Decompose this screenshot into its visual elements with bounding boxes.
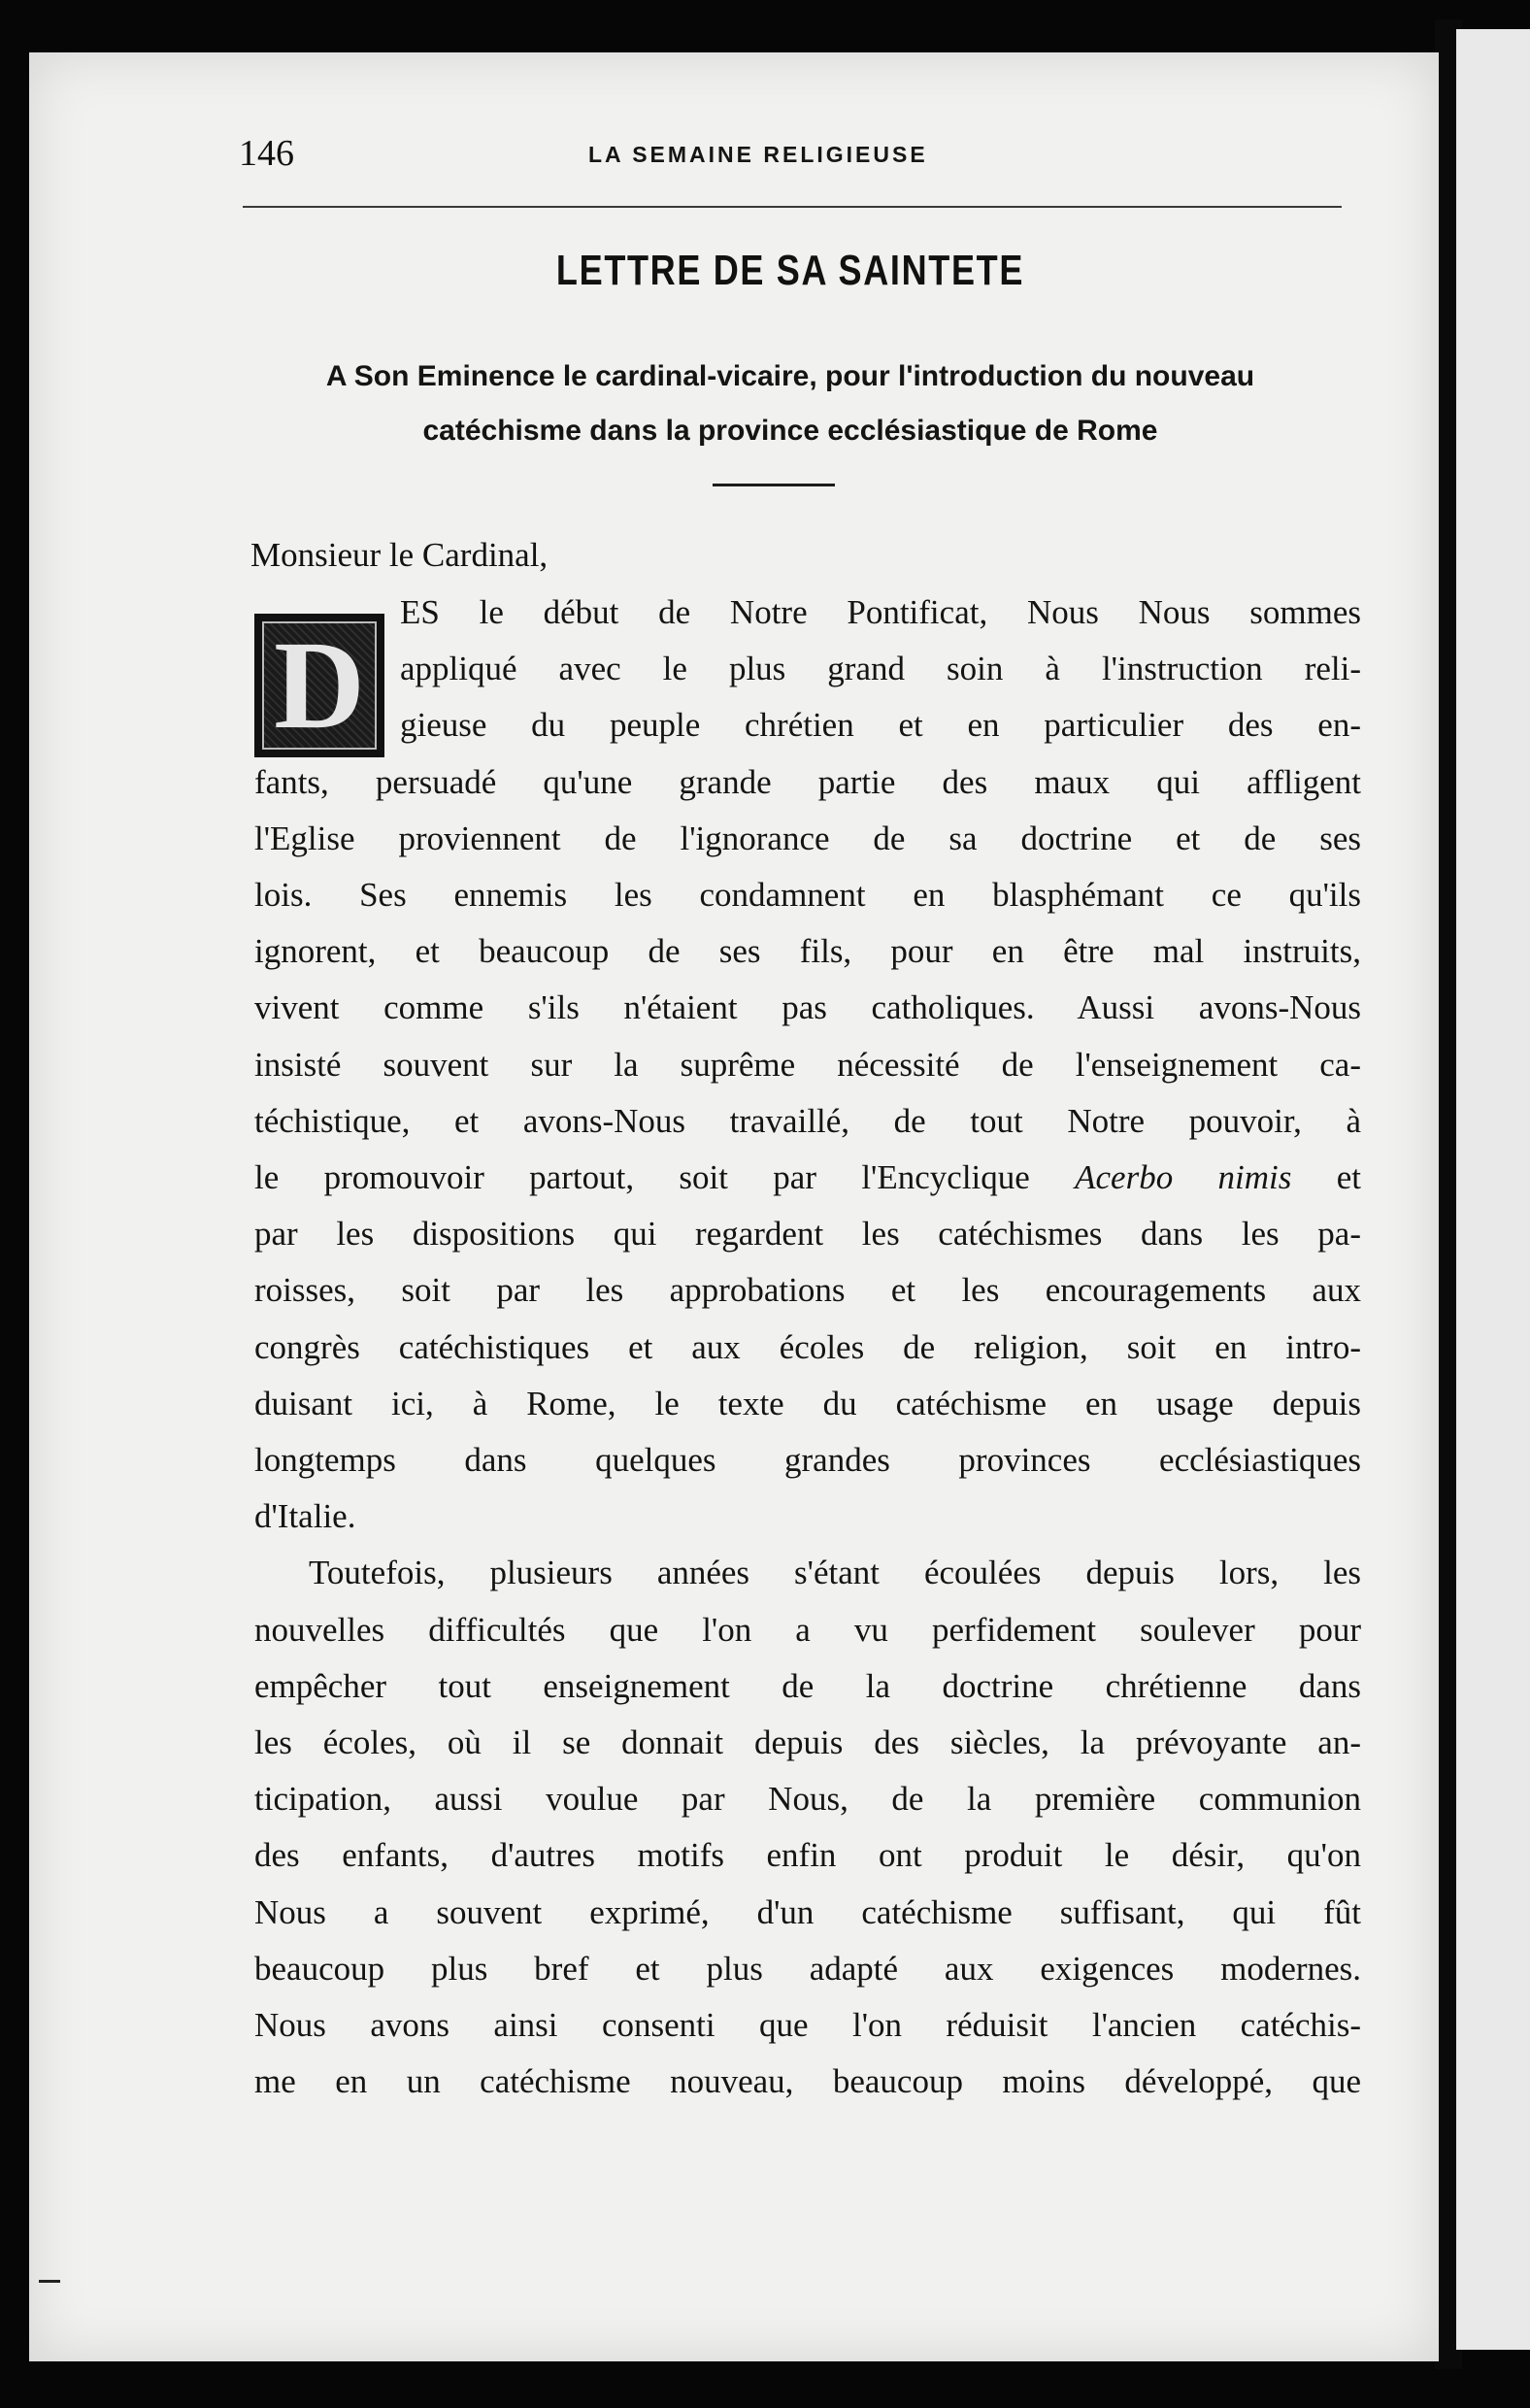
text-line: ignorent, et beaucoup de ses fils, pour en être mal instruits, — [254, 932, 1361, 971]
text-line: gieuse du peuple chrétien et en particulier des en- — [400, 706, 1361, 745]
text-line: ticipation, aussi voulue par Nous, de la première communion — [254, 1780, 1361, 1819]
letter-title: LETTRE DE SA SAINTETE — [555, 247, 1025, 294]
text-line: des enfants, d'autres motifs enfin ont produit le désir, qu'on — [254, 1836, 1361, 1875]
adjacent-page-edge — [1456, 29, 1530, 2350]
text-line: fants, persuadé qu'une grande partie des maux qui affligent — [254, 762, 1361, 801]
margin-mark — [39, 2280, 60, 2283]
text-line: nouvelles difficultés que l'on a vu perfidement soulever pour — [254, 1610, 1361, 1649]
text-line: par les dispositions qui regardent les catéchismes dans les pa- — [254, 1215, 1361, 1254]
page-number: 146 — [239, 133, 294, 174]
section-rule — [713, 484, 835, 486]
running-head: LA SEMAINE RELIGIEUSE — [588, 142, 928, 167]
text-line: insisté souvent sur la suprême nécessité de l'enseignement ca- — [254, 1045, 1361, 1084]
subtitle-line: A Son Eminence le cardinal-vicaire, pour l'introduction du nouveau — [325, 360, 1255, 392]
text-line: Nous a souvent exprimé, d'un catéchisme suffisant, qui fût — [254, 1892, 1361, 1931]
text-line: duisant ici, à Rome, le texte du catéchisme en usage depuis — [254, 1384, 1361, 1422]
letter-subtitle — [239, 350, 1342, 458]
text-line — [254, 1150, 1361, 1206]
text-line: vivent comme s'ils n'étaient pas catholiques. Aussi avons-Nous — [254, 988, 1361, 1027]
text-line: longtemps dans quelques grandes provinces ecclésiastiques — [254, 1441, 1361, 1480]
text-line: d'Italie. — [254, 1497, 356, 1536]
page-header — [239, 132, 1342, 190]
text-line: congrès catéchistiques et aux écoles de religion, soit en intro- — [254, 1327, 1361, 1366]
drop-cap-letter: D — [274, 616, 365, 755]
text-line: Nous avons ainsi consenti que l'on réduisit l'ancien catéchis- — [254, 2006, 1361, 2045]
text-line: lois. Ses ennemis les condamnent en blasphémant ce qu'ils — [254, 876, 1361, 915]
text-line: beaucoup plus bref et plus adapté aux exigences modernes. — [254, 1949, 1361, 1988]
text-line: roisses, soit par les approbations et les encouragements aux — [254, 1271, 1361, 1310]
text-line: Toutefois, plusieurs années s'étant écoulées depuis lors, les — [309, 1554, 1361, 1592]
encyclical-title: Acerbo nimis — [1075, 1158, 1292, 1197]
text-line: appliqué avec le plus grand soin à l'instruction reli- — [400, 650, 1361, 688]
header-rule — [243, 206, 1342, 208]
text-line: téchistique, et avons-Nous travaillé, de tout Notre pouvoir, à — [254, 1101, 1361, 1140]
text-line: ES le début de Notre Pontificat, Nous Nous sommes — [400, 593, 1361, 631]
text-line: empêcher tout enseignement de la doctrine chrétienne dans — [254, 1666, 1361, 1705]
salutation: Monsieur le Cardinal, — [250, 536, 549, 574]
text-segment: et — [1291, 1158, 1361, 1197]
text-line: les écoles, où il se donnait depuis des siècles, la prévoyante an- — [254, 1723, 1361, 1762]
text-segment: le promouvoir partout, soit par l'Encyclique — [254, 1158, 1076, 1197]
letter-body — [254, 585, 1361, 2110]
text-line: l'Eglise proviennent de l'ignorance de sa doctrine et de ses — [254, 819, 1361, 857]
text-line: me en un catéchisme nouveau, beaucoup moins développé, que — [254, 2062, 1361, 2101]
subtitle-line: catéchisme dans la province ecclésiastique de Rome — [422, 415, 1158, 447]
